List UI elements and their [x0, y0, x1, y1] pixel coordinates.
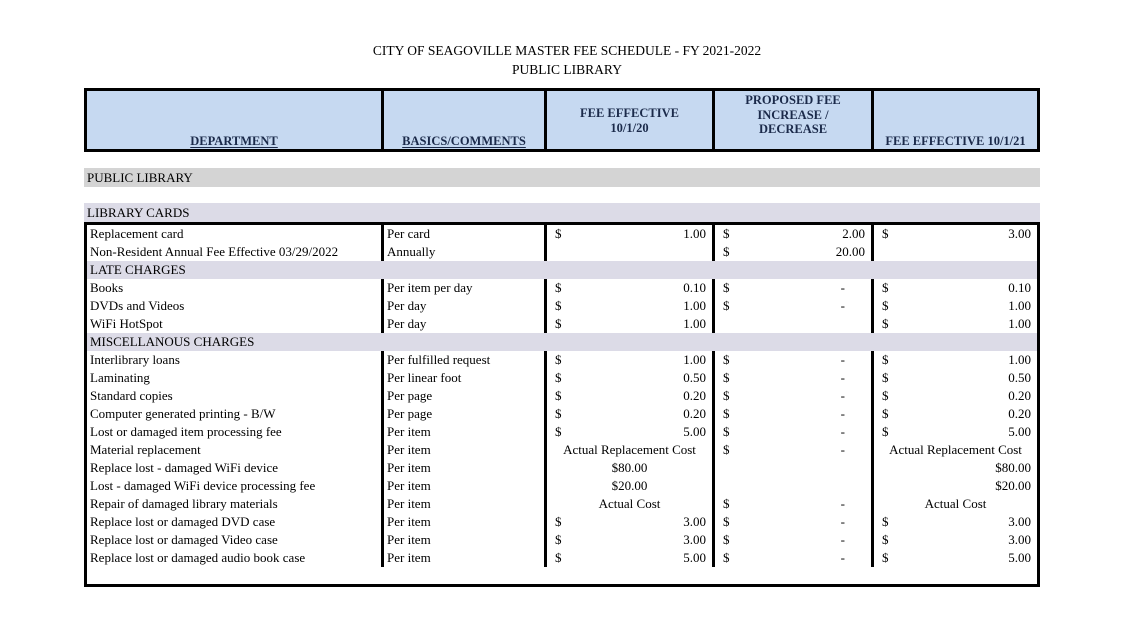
fee-amount: 0.20 — [683, 406, 706, 421]
fee-amount: 0.50 — [1008, 370, 1031, 385]
proposed-fee-cell — [712, 315, 871, 333]
fee-2020-cell — [544, 531, 712, 549]
column-header — [381, 91, 544, 149]
currency-symbol: $ — [882, 316, 889, 331]
document-title — [0, 41, 1134, 79]
fee-amount: - — [840, 550, 845, 565]
dept-cell: Lost or damaged item processing fee — [90, 424, 282, 439]
proposed-fee-cell — [712, 477, 871, 495]
currency-symbol: $ — [555, 352, 562, 367]
table-row — [87, 423, 1037, 441]
table-row — [87, 495, 1037, 513]
proposed-fee-cell — [712, 351, 871, 369]
currency-symbol: $ — [723, 424, 730, 439]
fee-text-value: $80.00 — [995, 460, 1031, 475]
fee-amount: 0.50 — [683, 370, 706, 385]
fee-amount: 3.00 — [1008, 532, 1031, 547]
dept-cell: Replace lost or damaged DVD case — [90, 514, 276, 529]
fee-amount: - — [840, 298, 845, 313]
fee-amount: - — [840, 496, 845, 511]
dept-cell: Replace lost or damaged audio book case — [90, 550, 306, 565]
column-header-line: 10/1/20 — [610, 120, 649, 135]
fee-2021-cell — [871, 351, 1037, 369]
basis-cell: Annually — [381, 243, 544, 261]
dept-cell: Non-Resident Annual Fee Effective 03/29/2022 — [90, 244, 339, 259]
fee-amount: 1.00 — [683, 352, 706, 367]
fee-2020-cell — [544, 405, 712, 423]
currency-symbol: $ — [555, 532, 562, 547]
table-row — [87, 279, 1037, 297]
fee-2021-cell — [871, 225, 1037, 243]
basis-cell: Per item — [381, 513, 544, 531]
fee-amount: 1.00 — [1008, 298, 1031, 313]
fee-2021-cell — [871, 405, 1037, 423]
fee-amount: 5.00 — [683, 550, 706, 565]
currency-symbol: $ — [723, 442, 730, 457]
group-band-public-library: PUBLIC LIBRARY — [84, 168, 1040, 187]
column-header-line: BASICS/COMMENTS — [402, 133, 526, 148]
fee-amount: - — [840, 424, 845, 439]
proposed-fee-cell — [712, 513, 871, 531]
fee-amount: - — [840, 442, 845, 457]
fee-text-value: $20.00 — [995, 478, 1031, 493]
fee-2021-cell — [871, 243, 1037, 261]
fee-2021-cell — [871, 369, 1037, 387]
currency-symbol: $ — [882, 298, 889, 313]
currency-symbol: $ — [723, 550, 730, 565]
section-band-library-cards: LIBRARY CARDS — [84, 203, 1040, 222]
fee-2021-cell — [871, 513, 1037, 531]
fee-2020-cell — [544, 279, 712, 297]
fee-2020-cell — [544, 441, 712, 459]
column-header-line: DECREASE — [758, 122, 828, 136]
proposed-fee-cell — [712, 549, 871, 567]
fee-2020-cell — [544, 513, 712, 531]
basis-cell: Per day — [381, 297, 544, 315]
proposed-fee-cell — [712, 369, 871, 387]
fee-amount: - — [840, 388, 845, 403]
fee-amount: 5.00 — [683, 424, 706, 439]
proposed-fee-cell — [712, 225, 871, 243]
currency-symbol: $ — [723, 532, 730, 547]
currency-symbol: $ — [555, 424, 562, 439]
currency-symbol: $ — [882, 424, 889, 439]
fee-amount: - — [840, 280, 845, 295]
fee-2021-cell — [871, 423, 1037, 441]
proposed-fee-cell — [712, 423, 871, 441]
fee-2020-cell — [544, 459, 712, 477]
column-header-line: PROPOSED FEE — [745, 93, 841, 107]
proposed-fee-cell — [712, 405, 871, 423]
fee-amount: 3.00 — [1008, 514, 1031, 529]
fee-amount: 20.00 — [835, 244, 865, 259]
fee-2021-cell — [871, 549, 1037, 567]
column-header-line: INCREASE / — [757, 107, 829, 122]
proposed-fee-cell — [712, 387, 871, 405]
fee-amount: 5.00 — [1008, 550, 1031, 565]
fee-2020-cell — [544, 495, 712, 513]
basis-cell: Per page — [381, 405, 544, 423]
fee-2021-cell — [871, 441, 1037, 459]
fee-2021-cell — [871, 531, 1037, 549]
currency-symbol: $ — [882, 280, 889, 295]
table-row — [87, 297, 1037, 315]
currency-symbol: $ — [723, 406, 730, 421]
basis-cell: Per fulfilled request — [381, 351, 544, 369]
dept-cell: Books — [90, 280, 124, 295]
table-row — [87, 459, 1037, 477]
proposed-fee-cell — [712, 243, 871, 261]
basis-cell: Per item — [381, 459, 544, 477]
table-row — [87, 405, 1037, 423]
table-row — [87, 243, 1037, 261]
table-row — [87, 351, 1037, 369]
fee-2021-cell — [871, 477, 1037, 495]
dept-cell: Replace lost - damaged WiFi device — [90, 460, 279, 475]
basis-cell: Per item — [381, 495, 544, 513]
currency-symbol: $ — [723, 244, 730, 259]
fee-text-value: $80.00 — [611, 460, 648, 475]
basis-cell: Per linear foot — [381, 369, 544, 387]
title-line-1: CITY OF SEAGOVILLE MASTER FEE SCHEDULE - FY 2021-2022 — [372, 43, 762, 58]
dept-cell: Standard copies — [90, 388, 173, 403]
section-band: MISCELLANOUS CHARGES — [87, 333, 1037, 351]
currency-symbol: $ — [882, 388, 889, 403]
currency-symbol: $ — [723, 298, 730, 313]
fee-amount: 0.20 — [683, 388, 706, 403]
fee-2020-cell — [544, 225, 712, 243]
fee-amount: - — [840, 370, 845, 385]
fee-amount: 1.00 — [1008, 352, 1031, 367]
fee-text-value: Actual Cost — [924, 496, 987, 511]
fee-2020-cell — [544, 549, 712, 567]
fee-amount: 1.00 — [1008, 316, 1031, 331]
fee-2021-cell — [871, 279, 1037, 297]
fee-amount: - — [840, 352, 845, 367]
fee-2020-cell — [544, 477, 712, 495]
table-row — [87, 513, 1037, 531]
currency-symbol: $ — [555, 514, 562, 529]
table-row — [87, 315, 1037, 333]
dept-cell: Replacement card — [90, 226, 184, 241]
proposed-fee-cell — [712, 495, 871, 513]
fee-amount: 1.00 — [683, 316, 706, 331]
title-line-2: PUBLIC LIBRARY — [512, 62, 622, 77]
column-header-line: FEE EFFECTIVE 10/1/21 — [885, 133, 1026, 148]
basis-cell: Per item — [381, 423, 544, 441]
basis-cell: Per page — [381, 387, 544, 405]
currency-symbol: $ — [723, 388, 730, 403]
fee-2021-cell — [871, 459, 1037, 477]
fee-amount: 0.10 — [1008, 280, 1031, 295]
currency-symbol: $ — [882, 226, 889, 241]
currency-symbol: $ — [555, 280, 562, 295]
fee-2021-cell — [871, 495, 1037, 513]
table-row — [87, 441, 1037, 459]
currency-symbol: $ — [555, 550, 562, 565]
currency-symbol: $ — [555, 388, 562, 403]
currency-symbol: $ — [723, 496, 730, 511]
currency-symbol: $ — [555, 226, 562, 241]
dept-cell: Laminating — [90, 370, 150, 385]
currency-symbol: $ — [723, 514, 730, 529]
dept-cell: Computer generated printing - B/W — [90, 406, 276, 421]
table-row — [87, 477, 1037, 495]
currency-symbol: $ — [882, 550, 889, 565]
currency-symbol: $ — [882, 370, 889, 385]
basis-cell: Per item — [381, 549, 544, 567]
currency-symbol: $ — [882, 514, 889, 529]
currency-symbol: $ — [555, 298, 562, 313]
dept-cell: WiFi HotSpot — [90, 316, 163, 331]
column-header-line: FEE EFFECTIVE — [580, 106, 679, 120]
fee-table-header-row — [84, 88, 1040, 152]
fee-2020-cell — [544, 315, 712, 333]
fee-2020-cell — [544, 387, 712, 405]
fee-2020-cell — [544, 243, 712, 261]
currency-symbol: $ — [723, 370, 730, 385]
fee-2021-cell — [871, 315, 1037, 333]
basis-cell: Per item — [381, 531, 544, 549]
fee-amount: 3.00 — [683, 532, 706, 547]
fee-2021-cell — [871, 387, 1037, 405]
table-row — [87, 369, 1037, 387]
currency-symbol: $ — [723, 352, 730, 367]
fee-table-body — [84, 222, 1040, 587]
fee-text-value: Actual Replacement Cost — [889, 442, 1022, 457]
proposed-fee-cell — [712, 531, 871, 549]
fee-2020-cell — [544, 423, 712, 441]
fee-text-value: Actual Replacement Cost — [563, 442, 696, 457]
section-band: LATE CHARGES — [87, 261, 1037, 279]
dept-cell: Lost - damaged WiFi device processing fee — [90, 478, 316, 493]
currency-symbol: $ — [723, 280, 730, 295]
dept-cell: Repair of damaged library materials — [90, 496, 278, 511]
fee-2020-cell — [544, 297, 712, 315]
fee-amount: 1.00 — [683, 298, 706, 313]
proposed-fee-cell — [712, 297, 871, 315]
dept-cell: Interlibrary loans — [90, 352, 180, 367]
basis-cell: Per item per day — [381, 279, 544, 297]
table-row — [87, 549, 1037, 567]
basis-cell: Per card — [381, 225, 544, 243]
currency-symbol: $ — [555, 316, 562, 331]
currency-symbol: $ — [555, 406, 562, 421]
fee-amount: 0.10 — [683, 280, 706, 295]
column-header — [871, 91, 1037, 149]
currency-symbol: $ — [882, 406, 889, 421]
currency-symbol: $ — [723, 226, 730, 241]
fee-amount: 2.00 — [842, 226, 865, 241]
basis-cell: Per item — [381, 477, 544, 495]
column-header-line: DEPARTMENT — [190, 133, 278, 148]
fee-amount: - — [840, 514, 845, 529]
dept-cell: Replace lost or damaged Video case — [90, 532, 278, 547]
fee-text-value: $20.00 — [611, 478, 648, 493]
fee-2020-cell — [544, 369, 712, 387]
column-header — [712, 91, 871, 149]
fee-amount: 3.00 — [1008, 226, 1031, 241]
basis-cell: Per item — [381, 441, 544, 459]
proposed-fee-cell — [712, 279, 871, 297]
dept-cell: Material replacement — [90, 442, 201, 457]
basis-cell: Per day — [381, 315, 544, 333]
column-header — [87, 91, 381, 149]
currency-symbol: $ — [555, 370, 562, 385]
fee-2021-cell — [871, 297, 1037, 315]
proposed-fee-cell — [712, 441, 871, 459]
currency-symbol: $ — [882, 532, 889, 547]
fee-amount: 0.20 — [1008, 406, 1031, 421]
fee-amount: 0.20 — [1008, 388, 1031, 403]
proposed-fee-cell — [712, 459, 871, 477]
fee-amount: 5.00 — [1008, 424, 1031, 439]
column-header — [544, 91, 712, 149]
fee-2020-cell — [544, 351, 712, 369]
table-row — [87, 531, 1037, 549]
table-row — [87, 387, 1037, 405]
fee-amount: 3.00 — [683, 514, 706, 529]
fee-amount: - — [840, 532, 845, 547]
table-row — [87, 225, 1037, 243]
dept-cell: DVDs and Videos — [90, 298, 185, 313]
currency-symbol: $ — [882, 352, 889, 367]
fee-text-value: Actual Cost — [598, 496, 661, 511]
empty-row — [87, 567, 1037, 584]
fee-amount: 1.00 — [683, 226, 706, 241]
fee-amount: - — [840, 406, 845, 421]
